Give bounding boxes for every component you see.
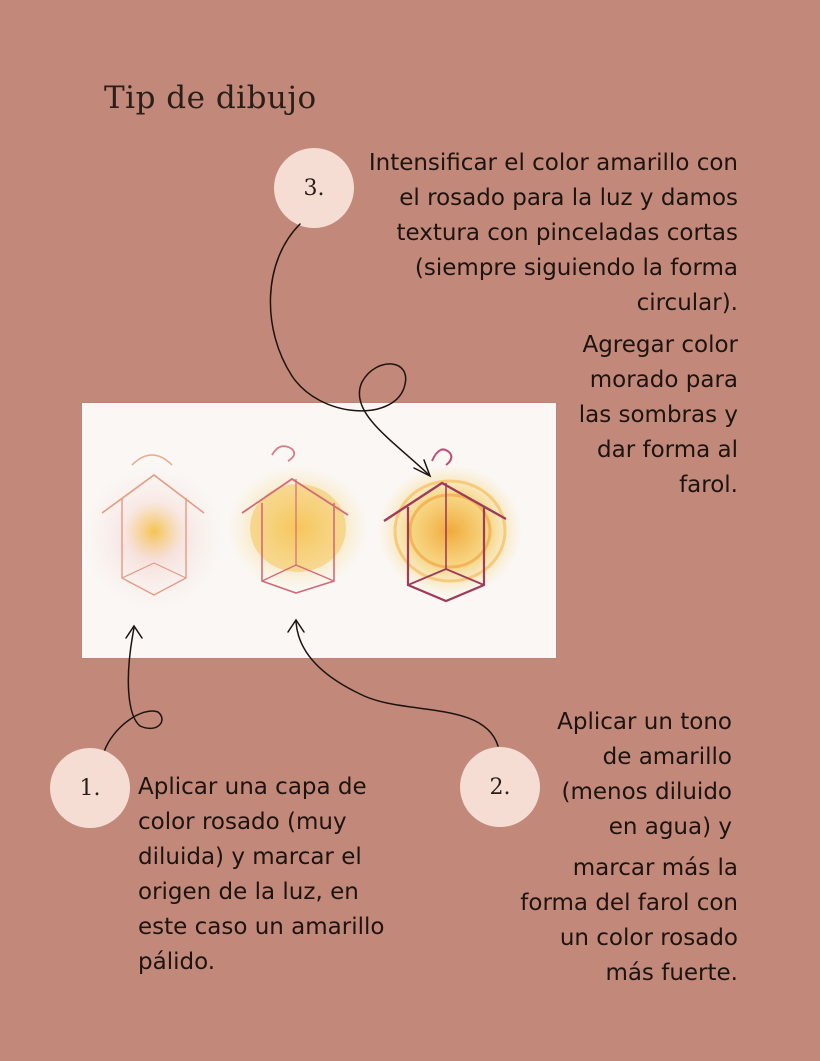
step-3-line: el rosado para la luz y damos [399, 185, 738, 211]
step-3-extra-line: las sombras y [578, 402, 738, 428]
step-2-badge [460, 747, 540, 827]
step-1-line: pálido. [138, 949, 216, 975]
lantern-stage-1-icon [84, 455, 224, 610]
step-3-text [369, 146, 738, 321]
step-2-line: forma del farol con [520, 890, 738, 916]
step-3-badge [274, 148, 354, 228]
step-3-extra-text [579, 328, 738, 503]
step-2-line: Aplicar un tono [557, 709, 732, 735]
step-3-number: 3. [303, 175, 325, 201]
step-1-line: diluida) y marcar el [138, 844, 362, 870]
lantern-photo [82, 403, 556, 658]
step-2-line: más fuerte. [605, 960, 738, 986]
step-3-extra-line: dar forma al [597, 437, 738, 463]
step-2-line: (menos diluido [561, 779, 732, 805]
step-1-line: este caso un amarillo [138, 914, 385, 940]
step-3-line: Intensificar el color amarillo con [368, 150, 738, 176]
step-2-line: de amarillo [602, 744, 732, 770]
lantern-illustration [82, 403, 556, 658]
step-3-line: circular). [636, 290, 738, 316]
step-1-text [138, 770, 384, 980]
step-3-extra-line: morado para [589, 367, 738, 393]
step-2-line: un color rosado [559, 925, 738, 951]
step-1-line: Aplicar una capa de [138, 774, 367, 800]
step-1-line: color rosado (muy [138, 809, 347, 835]
step-2-number: 2. [489, 774, 511, 800]
page-title: Tip de dibujo [104, 80, 317, 116]
step-2-line: marcar más la [572, 855, 738, 881]
step-1-number: 1. [79, 775, 101, 801]
step-3-line: textura con pinceladas cortas [396, 220, 738, 246]
step-3-extra-line: farol. [679, 472, 738, 498]
step-3-line: (siempre siguiendo la forma [414, 255, 738, 281]
step-2-text-bottom [520, 851, 738, 991]
step-3-extra-line: Agregar color [582, 332, 738, 358]
step-2-line: en agua) y [608, 814, 732, 840]
step-1-badge [50, 748, 130, 828]
lantern-stage-3-icon [378, 449, 522, 601]
lantern-stage-2-icon [228, 446, 368, 593]
step-2-text-top [557, 705, 732, 845]
step-1-line: origen de la luz, en [138, 879, 359, 905]
